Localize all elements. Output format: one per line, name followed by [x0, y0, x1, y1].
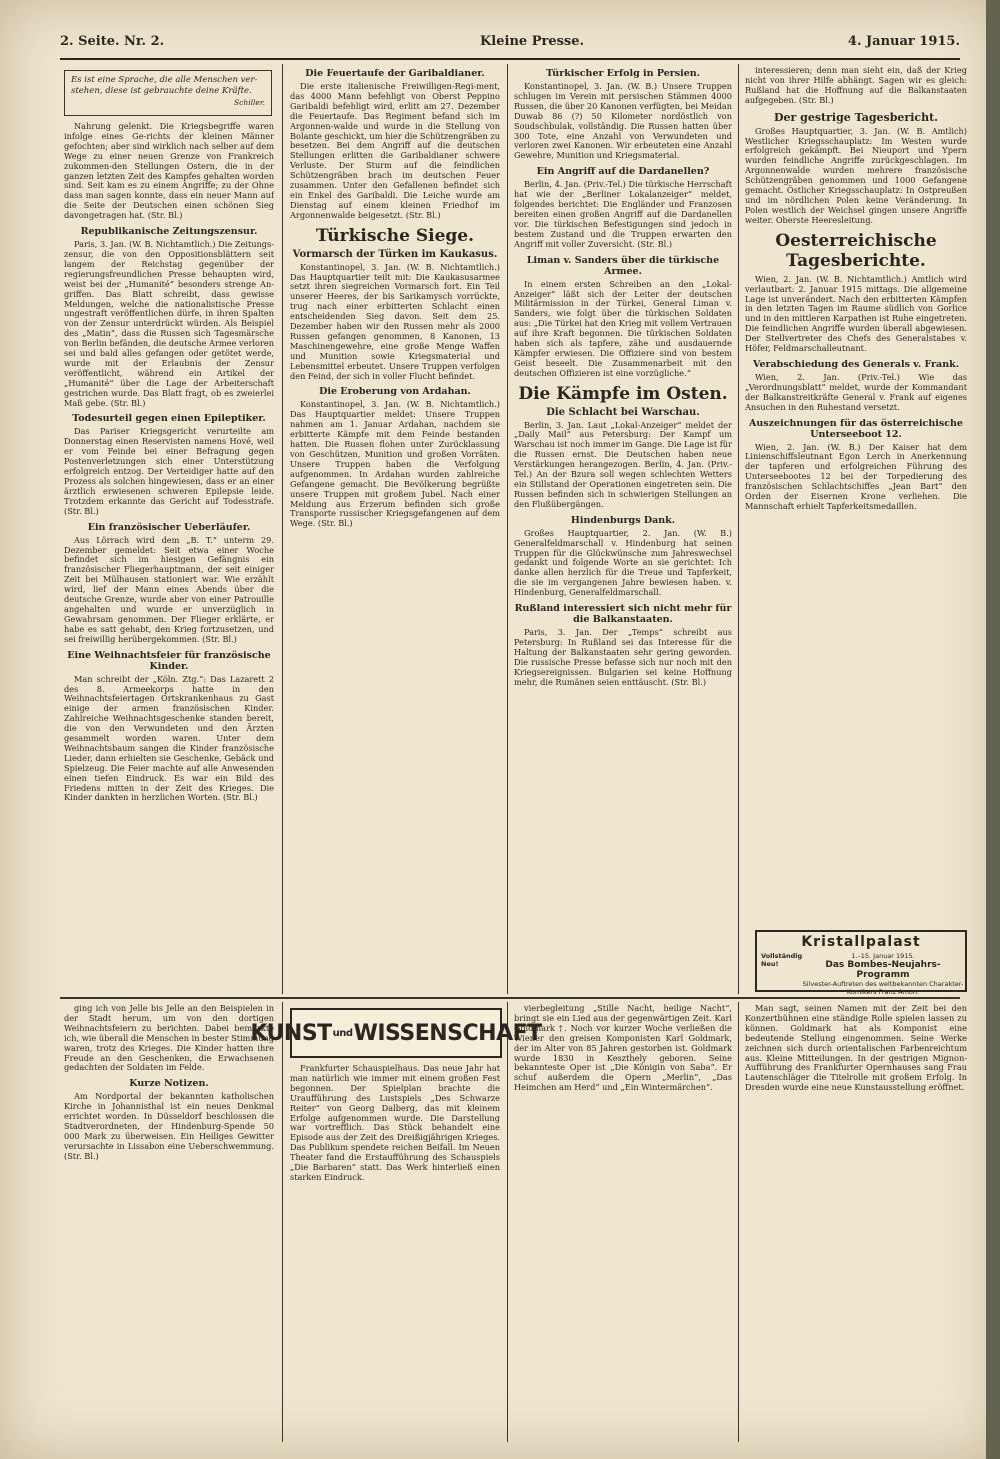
article-text: Großes Hauptquartier, 3. Jan. (W. B. Amtlich) Westlicher Kriegsschauplatz: Im Westen wurde erfolgreich gekämpft. Bei Nieuport und Ypern wurden feindliche Angriffe zurückgeschlagen. Im Argonnenwalde wurden mehrere französische Schützengräben genommen und 1000 Gefangene gemacht. Östlicher Kriegsschauplatz: In Ostpreußen und im nördlichen Polen keine Veränderung. In Polen westlich der Weichsel gingen unsere Angriffe weiter. Oberste Heeresleitung. — [745, 125, 967, 225]
column-3 — [514, 66, 732, 994]
article-subheading: Die Schlacht bei Warschau. — [546, 406, 700, 418]
section-rule — [60, 997, 960, 999]
article-subheading: Vormarsch der Türken im Kaukasus. — [292, 248, 498, 260]
article-text: Berlin, 4. Jan. (Priv.-Tel.) Die türkische Herrschaft hat wie der „Berliner Lokalanzeiger“ meldet, folgendes berichtet: Die Engländer und Franzosen bereiten einen großen Angriff auf die Dardanellen vor. Die türkischen Befestigungen sind jedoch in bestem Zustand und die Truppen erwarten den Angriff mit voller Zuversicht. (Str. Bl.) — [514, 179, 732, 249]
article-text: vierbegleitung „Stille Nacht, heilige Nacht“, bringt sie ein Lied aus der gegenwärtigen Zeit. Karl Goldmark †. Noch vor kurzer Woche verließen die Wiener den greisen Komponisten Karl Goldmark, der im Alter von 85 Jahren gestorben ist. Goldmark wurde 1830 in Keszthely geboren. Seine bekannteste Oper ist „Die Königin von Saba“. Er schuf außerdem die Opern „Merlin“, „Das Heimchen am Herd“ und „Ein Wintermärchen“. — [514, 1004, 732, 1093]
kunst-wissenschaft-banner — [250, 1008, 542, 1058]
masthead-title: Kleine Presse. — [480, 34, 585, 49]
section-headline: Türkische Siege. — [315, 225, 475, 246]
bottom-column-3 — [514, 1004, 732, 1442]
motto-box — [64, 70, 272, 116]
ad-performer: Silvester-Auftreten des weltbekannten Charakter-Komikers Franz Amon. — [802, 980, 964, 996]
article-heading: Todesurteil gegen einen Epileptiker. — [72, 413, 266, 425]
section-headline: Die Kämpfe im Osten. — [518, 383, 728, 404]
article-text: Konstantinopel, 3. Jan. (W. B. Nichtamtlich.) Das Hauptquartier meldet: Unsere Truppen nahmen am 1. Januar Ardahan, nachdem sie erbitterte Kämpfe mit dem Feinde bestanden hatten. Die Russen flohen unter Zurücklassung von Geschützen, Munition und großen Vorräten. Unsere Truppen haben die Verfolgung aufgenommen. In Ardahan wurden zahlreiche Gefangene gemacht. Die Bevölkerung begrüßte unsere Truppen mit großem Jubel. Nach einer Meldung aus Erzerum befinden sich große Transporte russischer Kriegsgefangenen auf dem Wege. (Str. Bl.) — [290, 399, 500, 529]
article-text: Großes Hauptquartier, 2. Jan. (W. B.) Generalfeldmarschall v. Hindenburg hat seinen Truppen für die Glückwünsche zum Jahreswechsel gedankt und folgende Worte an sie gerichtet: Ich danke allen herzlich für die Treue und Tapferkeit, die sie im vergangenen Jahre bewiesen haben. v. Hindenburg, Generalfeldmarschall. — [514, 527, 732, 598]
article-heading: Kurze Notizen. — [129, 1078, 209, 1090]
banner-word: WISSENSCHAFT — [353, 1020, 542, 1046]
banner-connector: und — [332, 1027, 353, 1039]
ad-dates: 1.–15. Januar 1915. — [851, 952, 915, 960]
column-rule — [282, 1002, 283, 1442]
ad-new-label: Vollständig Neu! — [761, 952, 803, 968]
header-rule — [60, 58, 960, 60]
bottom-column-4 — [745, 1004, 967, 1442]
article-heading: Liman v. Sanders über die türkische Armee. — [526, 254, 720, 277]
section-headline: Oesterreichische Tagesberichte. — [775, 230, 937, 271]
article-heading: Hindenburgs Dank. — [570, 514, 676, 526]
article-text: Frankfurter Schauspielhaus. Das neue Jahr hat man natürlich wie immer mit einem großen Fest begonnen. Der Spielplan brachte die Uraufführung des Lustspiels „Des Schwarze Reiter“ von Georg Dalberg, das mit kleinem Erfolge aufgenommen wurde. Die Darstellung war vortrefflich. Das Stück behandelt eine Episode aus der Zeit des Dreißigjährigen Krieges. Das Publikum spendete reichen Beifall. Im Neuen Theater fand die Erstaufführung des Schauspiels „Die Barbaren“ statt. Das Werk hinterließ einen starken Eindruck. — [290, 1064, 500, 1182]
article-text: Wien, 2. Jan. (Priv.-Tel.) Wie das „Verordnungsblatt“ meldet, wurde der Kommandant der Balkanstreitkräfte General v. Frank auf eigenes Ansuchen in den Ruhestand versetzt. — [745, 371, 967, 412]
article-text: Man schreibt der „Köln. Ztg.“: Das Lazarett 2 des 8. Armeekorps hatte in den Weihnachtsfeiertagen Ortskrankenhaus zu Gast einige der armen französischen Kinder. Zahlreiche Weihnachtsgeschenke standen bereit, die von den Verwundeten und den Ärzten gesammelt worden waren. Unter dem Weihnachtsbaum sangen die Kinder französische Lieder, dann erhielten sie Geschenke, Gebäck und Spielzeug. Die Feier machte auf alle Anwesenden einen tiefen Eindruck. Es war ein Bild des Friedens mitten in der Zeit des Krieges. Die Kinder dankten in herzlichen Worten. (Str. Bl.) — [64, 673, 274, 803]
article-heading: Republikanische Zeitungszensur. — [80, 226, 258, 238]
banner-word: KUNST — [250, 1020, 332, 1046]
article-heading: Türkischer Erfolg in Persien. — [545, 68, 701, 79]
binding-strip — [986, 0, 1000, 1459]
ad-title: Kristallpalast — [801, 934, 921, 950]
article-text: Das Pariser Kriegsgericht verurteilte am Donnerstag einen Reservisten namens Hové, weil er vom Feinde bei einer Befragung gegen Postenverletzungen sich einer Unterstützung erfolgreich entzog. Der Verteidiger hatte auf den Prozess als solchen hingewiesen, dass er an einer ärztlich erwiesenen schweren Epilepsie leide. Trotzdem erkannte das Gericht auf Todesstrafe. (Str. Bl.) — [64, 426, 274, 516]
motto-line: Es ist eine Sprache, die alle Menschen ver- — [71, 75, 258, 85]
article-heading: Rußland interessiert sich nicht mehr für die Balkanstaaten. — [514, 603, 732, 626]
column-2 — [290, 66, 500, 994]
ad-program: Das Bombes-Neujahrs-Programm — [825, 960, 941, 980]
article-text: Aus Lörrach wird dem „B. T.“ unterm 29. Dezember gemeldet: Seit etwa einer Woche befindet sich im hiesigen Gefängnis ein französischer Fliegerhauptmann, der seit einiger Zeit bei Mülhausen stationiert war. Wie erzählt wird, lief der Mann eines Abends über die deutsche Grenze, wurde aber von einer Patrouille angehalten und wurde er unverzüglich in Gewahrsam genommen. Der Flieger erklärte, er habe es satt gehabt, den Krieg fortzusetzen, und sei freiwillig herübergekommen. (Str. Bl.) — [64, 534, 274, 644]
article-text: Paris, 3. Jan. Der „Temps“ schreibt aus Petersburg: In Rußland sei das Interesse für die Haltung der Balkanstaaten sehr gering geworden. Die russische Presse befasse sich nur noch mit den Kriegsereignissen. Bulgarien sei keine Hoffnung mehr, die Rumänen seien enttäuscht. (Str. Bl.) — [514, 627, 732, 687]
kristallpalast-ad — [755, 930, 967, 996]
article-heading: Ein Angriff auf die Dardanellen? — [536, 166, 710, 178]
article-text: Berlin, 3. Jan. Laut „Lokal-Anzeiger“ meldet der „Daily Mail“ aus Petersburg: Der Kampf um Warschau ist noch immer im Gange. Die Lage ist für die Russen ernst. Die Deutschen haben neue Verstärkungen herangezogen. Berlin, 4. Jan. (Priv.-Tel.) An der Bzura soll wegen schlechten Wetters ein Stillstand der Operationen eingetreten sein. Die Russen befinden sich in schwierigen Stellungen an den Flußübergängen. — [514, 419, 732, 509]
column-rule — [507, 64, 508, 994]
article-text: Konstantinopel, 3. Jan. (W. B.) Unsere Truppen schlugen im Verein mit persischen Stämmen 4000 Russen, die über 20 Kanonen verfügten, bei Meidan Duwab 86 (?) 50 Kilometer nordöstlich von Soudschbulak, vollständig. Die Russen hatten über 300 Tote, eine Anzahl von Verwundeten und verloren zwei Kanonen. Wir erbeuteten eine Anzahl Gewehre, Munition und Kriegsmaterial. — [514, 81, 732, 161]
article-heading: Die Feuertaufe der Garibaldianer. — [305, 68, 485, 79]
article-heading: Verabschiedung des Generals v. Frank. — [752, 358, 960, 370]
bottom-column-1 — [64, 1004, 274, 1442]
article-heading: Ein französischer Ueberläufer. — [87, 521, 251, 533]
column-4 — [745, 66, 967, 924]
article-heading: Auszeichnungen für das österreichische Unterseeboot 12. — [749, 417, 963, 440]
motto-source: Schiller. — [234, 98, 265, 107]
article-text: Die erste italienische Freiwilligen-Regi-ment, das 4000 Mann befehligt von Oberst Peppino Garibaldi befehligt wird, erlitt am 27. Dezember die Feuertaufe. Das Regiment befand sich im Argonnen-walde und wurde in die Stellung von Bolante geschickt, um hier die Schützengräben zu besetzen. Bei dem Angriff auf die deutschen Stellungen erlitten die Garibaldianer schwere Verluste. Der Sturm auf die feindlichen Schützengräben brach im deutschen Feuer zusammen. Unter den Gefallenen befindet sich ein Enkel des Garibaldi. Die Leiche wurde am Dienstag auf einem kleinen Friedhof im Argonnenwalde beigesetzt. (Str. Bl.) — [290, 81, 500, 220]
column-rule — [507, 1002, 508, 1442]
article-text: ging ich von Jelle bis Jelle an den Beispielen in der Stadt herum, um von den dortigen Weihnachtsfeiern zu berichten. Dabei bemerkte ich, wie überall die Menschen in bester Stimmung waren, trotz des Krieges. Die Kinder hatten ihre Freude an den Geschenken, die Erwachsenen gedachten der Soldaten im Felde. — [64, 1004, 274, 1073]
article-heading: Der gestrige Tagesbericht. — [773, 110, 939, 124]
column-rule — [738, 64, 739, 994]
article-text: Paris, 3. Jan. (W. B. Nichtamtlich.) Die Zeitungs-zensur, die von den Oppositionsblättern seit langem der Reichstag gegenüber der regierungsfreundlichen Presse behaupten wird, weist bei der „Humanité“ besonders strenge An-griffen. Das Blatt schreibt, dass gewisse Meldungen, welche die nationalistische Presse ungestraft veröffentlichen dürfe, in ihren Spalten von der Zensur unterdrückt würden. Als Beispiel des „Matin“, dass die Russen sich Tagesmärsche von Berlin befänden, die deutsche Armee verloren sei und bald alles gefangen oder getötet werde, wurde mit der Erlaubnis der Zensur veröffentlicht, während ein Artikel der „Humanité“ über die Lage der Arbeiterschaft gestrichen wurde. Das Blatt fragt, ob es zweierlei Maß gebe. (Str. Bl.) — [64, 239, 274, 408]
article-heading: Eine Weihnachtsfeier für französische Kinder. — [67, 649, 271, 672]
issue-date: 4. Januar 1915. — [847, 34, 960, 49]
article-heading: Die Eroberung von Ardahan. — [319, 386, 471, 398]
article-text: Konstantinopel, 3. Jan. (W. B. Nichtamtlich.) Das Hauptquartier teilt mit: Die Kaukasusarmee setzt ihren siegreichen Vormarsch fort. Ein Teil unserer Heeres, der bis Sarikamysch vorrückte, trug nach einer erbitterten Schlacht einen entscheidenden Sieg davon. Seit dem 25. Dezember haben wir den Russen mehr als 2000 Russen gefangen genommen, 8 Kanonen, 13 Maschinengewehre, eine große Menge Waffen und Munition sowie Kriegsmaterial und Lebensmittel erbeutet. Unsere Truppen verfolgen den Feind, der sich in voller Flucht befindet. — [290, 261, 500, 381]
column-1 — [64, 122, 274, 994]
article-text: Am Nordportal der bekannten katholischen Kirche in Johannisthal ist ein neues Denkmal errichtet worden. In Düsseldorf beschlossen die Stadtverordneten, der Hindenburg-Spende 50 000 Mark zu überweisen. Ein Heiliges Gewitter verursachte in Lissabon eine Ueberschwemmung. (Str. Bl.) — [64, 1091, 274, 1161]
article-text: In einem ersten Schreiben an den „Lokal-Anzeiger“ läßt sich der Leiter der deutschen Militärmission in der Türkei, General Liman v. Sanders, wie folgt über die türkischen Soldaten aus: „Die Türkei hat den Krieg mit vollem Vertrauen auf ihre Kraft begonnen. Die türkischen Soldaten haben sich als tapfere, zähe und ausdauernde Kämpfer erwiesen. Die Offiziere sind von bestem Geist beseelt. Die Zusammenarbeit mit den deutschen Offizieren ist eine vorzügliche.“ — [514, 278, 732, 378]
page-number: 2. Seite. Nr. 2. — [60, 34, 165, 49]
article-text: Man sagt, seinen Namen mit der Zeit bei den Konzertbühnen eine ständige Rolle spielen lassen zu können. Goldmark hat als Komponist eine bedeutende Stellung eingenommen. Seine Werke zeichnen sich durch orientalischen Farbenreichtum aus. Kleine Mitteilungen. In der gestrigen Mignon-Aufführung des Frankfurter Opernhauses sang Frau Lautenschläger die Titelrolle mit großem Erfolg. In Dresden wurde eine neue Kunstausstellung eröffnet. — [745, 1004, 967, 1093]
bottom-column-2 — [290, 1064, 500, 1442]
column-rule — [282, 64, 283, 994]
article-text: Wien, 2. Jan. (W. B.) Der Kaiser hat dem Linienschiffsleutnant Egon Lerch in Anerkennung der tapferen und erfolgreichen Führung des Unterseebootes 12 bei der Torpedierung des französischen Schlachtschiffes „Jean Bart“ den Orden der Eisernen Krone verliehen. Die Mannschaft erhielt Tapferkeitsmedaillen. — [745, 441, 967, 511]
article-text: Wien, 2. Jan. (W. B. Nichtamtlich.) Amtlich wird verlautbart: 2. Januar 1915 mittags. Die allgemeine Lage ist unverändert. Nach den erbitterten Kämpfen in den letzten Tagen im Raume südlich von Gorlice und in den mittleren Karpathen ist Ruhe eingetreten. Die feindlichen Angriffe wurden überall abgewiesen. Der Stellvertreter des Chefs des Generalstabes v. Höfer, Feldmarschalleutnant. — [745, 273, 967, 354]
column-rule — [738, 1002, 739, 1442]
article-text: interessieren; denn man sieht ein, daß der Krieg nicht von ihrer Hilfe abhängt. Sagen wir es gleich: Rußland hat die Hoffnung auf die Balkanstaaten aufgegeben. (Str. Bl.) — [745, 66, 967, 105]
motto-line: stehen, diese ist gebrauchte deine Kräfte. — [71, 86, 252, 96]
page-header — [60, 26, 960, 54]
article-text: Nahrung gelenkt. Die Kriegsbegriffe waren infolge eines Ge-richts der kleinen Männer gefochten; aber sind wirklich nach selber auf dem Wege zu einer neuen Grenze von Frankreich zukommen-den Stellungen Ostern, die in der ganzen letzten Zeit des Kampfes gehalten worden sind. Seit kam es zu einem Angriffe; zu der Ohne dass man sagen konnte, dass ein neuer Mann auf die Seite der Deutschen einen schönen Sieg davongetragen hat. (Str. Bl.) — [64, 122, 274, 221]
